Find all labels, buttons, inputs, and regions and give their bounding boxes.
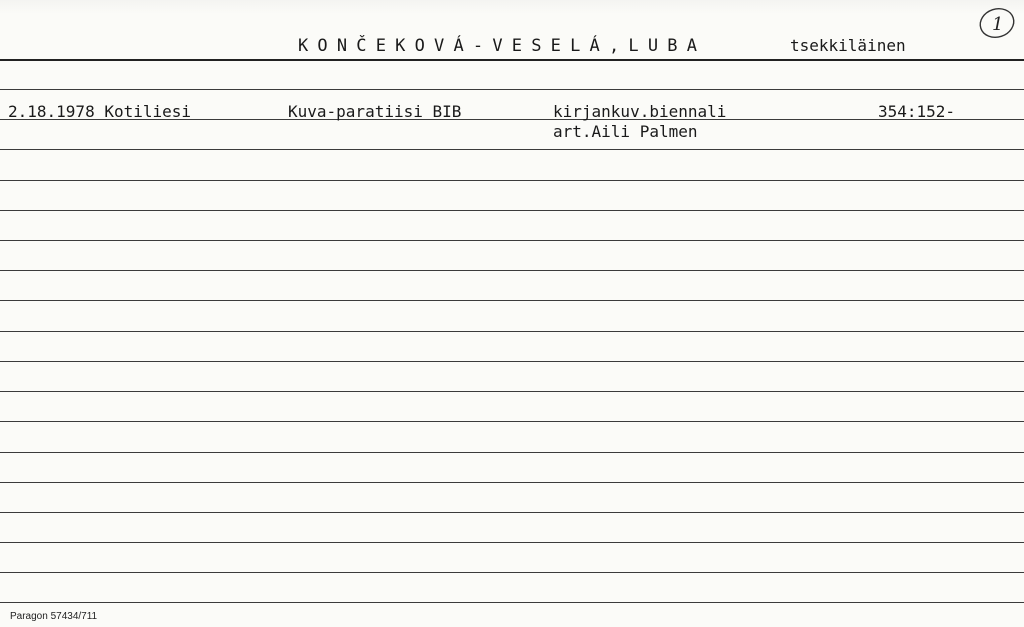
print-code: Paragon 57434/711 bbox=[10, 611, 98, 622]
artist-name: KONČEKOVÁ-VESELÁ,LUBA bbox=[298, 36, 707, 56]
header-rule bbox=[0, 59, 1024, 61]
entry-description-line-1: kirjankuv.biennali bbox=[553, 102, 727, 121]
artist-nationality: tsekkiläinen bbox=[790, 36, 906, 55]
circled-card-number bbox=[978, 6, 1016, 40]
entry-title: Kuva-paratiisi BIB bbox=[288, 102, 462, 121]
entry-date-source: 2.18.1978 Kotiliesi bbox=[8, 102, 192, 121]
ruled-line bbox=[0, 180, 1024, 181]
ruled-line bbox=[0, 542, 1024, 543]
ruled-line bbox=[0, 240, 1024, 241]
ruled-line bbox=[0, 331, 1024, 332]
ruled-line bbox=[0, 210, 1024, 211]
ruled-line bbox=[0, 452, 1024, 453]
ruled-line bbox=[0, 89, 1024, 90]
ruled-line bbox=[0, 270, 1024, 271]
ruled-line bbox=[0, 391, 1024, 392]
ruled-line bbox=[0, 300, 1024, 301]
entry-reference: 354:152- bbox=[878, 102, 956, 121]
ruled-line bbox=[0, 572, 1024, 573]
ruled-line bbox=[0, 361, 1024, 362]
ruled-line bbox=[0, 602, 1024, 603]
ruled-line bbox=[0, 421, 1024, 422]
ruled-line bbox=[0, 482, 1024, 483]
ruled-line bbox=[0, 149, 1024, 150]
card-number: 1 bbox=[992, 14, 1004, 35]
ruled-line bbox=[0, 512, 1024, 513]
entry-description-line-2: art.Aili Palmen bbox=[553, 122, 698, 141]
